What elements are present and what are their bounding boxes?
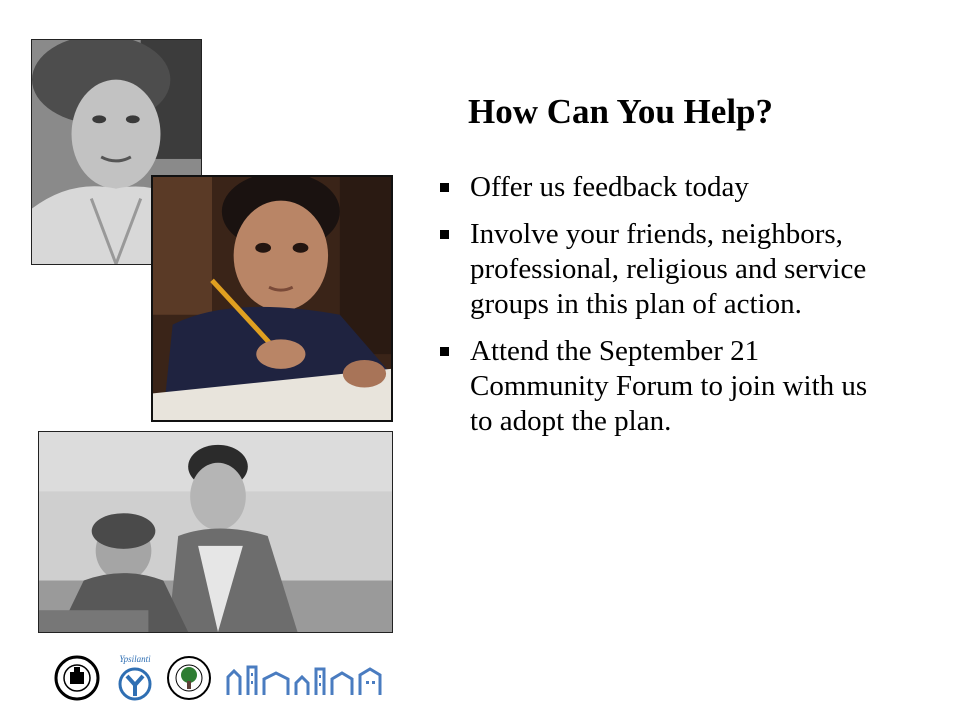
two-women-photo xyxy=(38,431,393,633)
ypsilanti-logo xyxy=(114,652,156,702)
washtenaw-county-seal-logo xyxy=(50,655,104,701)
square-bullet-icon xyxy=(440,230,449,239)
bullet-text: Involve your friends, neighbors, professional, religious and service groups in this plan of action. xyxy=(470,218,867,320)
bullet-text: Offer us feedback today xyxy=(470,171,749,203)
boy-writing-photo xyxy=(151,175,393,422)
square-bullet-icon xyxy=(440,347,449,356)
houses-logo xyxy=(224,663,384,697)
bullet-item xyxy=(440,170,880,205)
ann-arbor-seal-logo xyxy=(166,655,212,701)
bullet-item xyxy=(440,334,880,439)
slide-title: How Can You Help? xyxy=(468,92,774,131)
bullet-item xyxy=(440,217,880,322)
svg-text:Ypsilanti: Ypsilanti xyxy=(119,654,151,664)
bullet-list xyxy=(440,170,880,451)
square-bullet-icon xyxy=(440,183,449,192)
bullet-text: Attend the September 21 Community Forum to join with us to adopt the plan. xyxy=(470,335,868,437)
